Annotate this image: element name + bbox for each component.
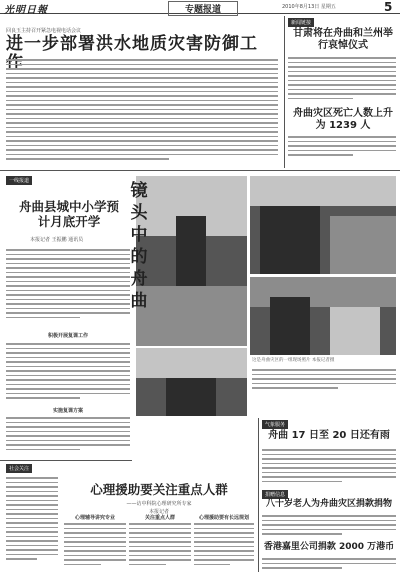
photo-disaster-site [250,176,396,274]
school-headline: 舟曲县城中小学预计月底开学 [18,199,119,229]
hk-donation-headline: 香港嘉里公司捐款 2000 万港币 [263,542,395,552]
feature-vertical-title: 镜头中的舟曲 [130,181,148,312]
lead-headline: 进一步部署洪水地质灾害防御工 [6,34,258,54]
psych-body-text-2 [129,520,191,570]
page-number: 5 [384,0,393,14]
school-body-text-1 [6,246,130,326]
school-byline: 本报记者 王振鹏 通讯员 [30,237,84,243]
weather-headline: 舟曲 17 日至 20 日还有雨 [268,430,390,441]
psych-subhead-3: 心理援助要有长远规划 [198,515,249,521]
donation-headline: 八十岁老人为舟曲灾区捐款捐物 [265,499,392,509]
news-link-tag: 新闻链接 [288,18,314,27]
death-toll-body-text [288,133,396,163]
donation-body-text [262,512,396,540]
lead-kicker: 回良玉主持召开紧急电视电话会议 [6,28,82,34]
death-toll-headline: 舟曲灾区死亡人数上升为 1239 人 [293,108,393,131]
dateline: 2010年8月13日 星期五 [282,4,336,10]
right-top-headline: 甘肃将在舟曲和兰州举行哀悼仪式 [293,28,393,51]
society-tag: 社会关注 [6,464,32,473]
school-body-text-2 [6,340,130,404]
column-rule [284,16,285,168]
psych-deck: ——访中科院心理研究所专家 [126,501,192,507]
section-title: 专题报道 [168,1,238,16]
photo-rescue-worker [136,176,247,346]
society-side-text [6,474,58,570]
psych-byline: 本报记者 [148,509,169,515]
psych-body-text-3 [194,520,254,570]
psych-body-text-1 [64,520,126,570]
lead-body-text [6,56,278,169]
weather-body-text [262,446,396,486]
frontline-tag: 一线报道 [6,176,32,185]
photo-caption-text [252,366,396,416]
hk-donation-body-text [262,555,396,571]
right-top-body-text [288,54,396,104]
right-low-rule [258,418,259,572]
psych-subhead-1: 心理辅导讲究专业 [74,515,115,521]
school-subhead-2: 实施复课方案 [52,408,83,414]
left-divider [0,460,132,461]
section-divider [0,170,400,171]
school-subhead-1: 积极开展复课工作 [47,333,88,339]
donation-tag: 捐赠信息 [262,490,288,499]
school-body-text-3 [6,414,130,458]
photo-caption: 这是舟曲灾区的一组现场照片 本报记者摄 [252,358,335,363]
psych-headline: 心理援助要关注重点人群 [90,482,228,497]
photo-crowd [250,277,396,355]
newspaper-logo: 光明日報 [4,5,48,16]
psych-subhead-2: 关注重点人群 [144,515,175,521]
weather-tag: 气象服务 [262,420,288,429]
photo-field [136,348,247,416]
masthead [0,0,400,14]
